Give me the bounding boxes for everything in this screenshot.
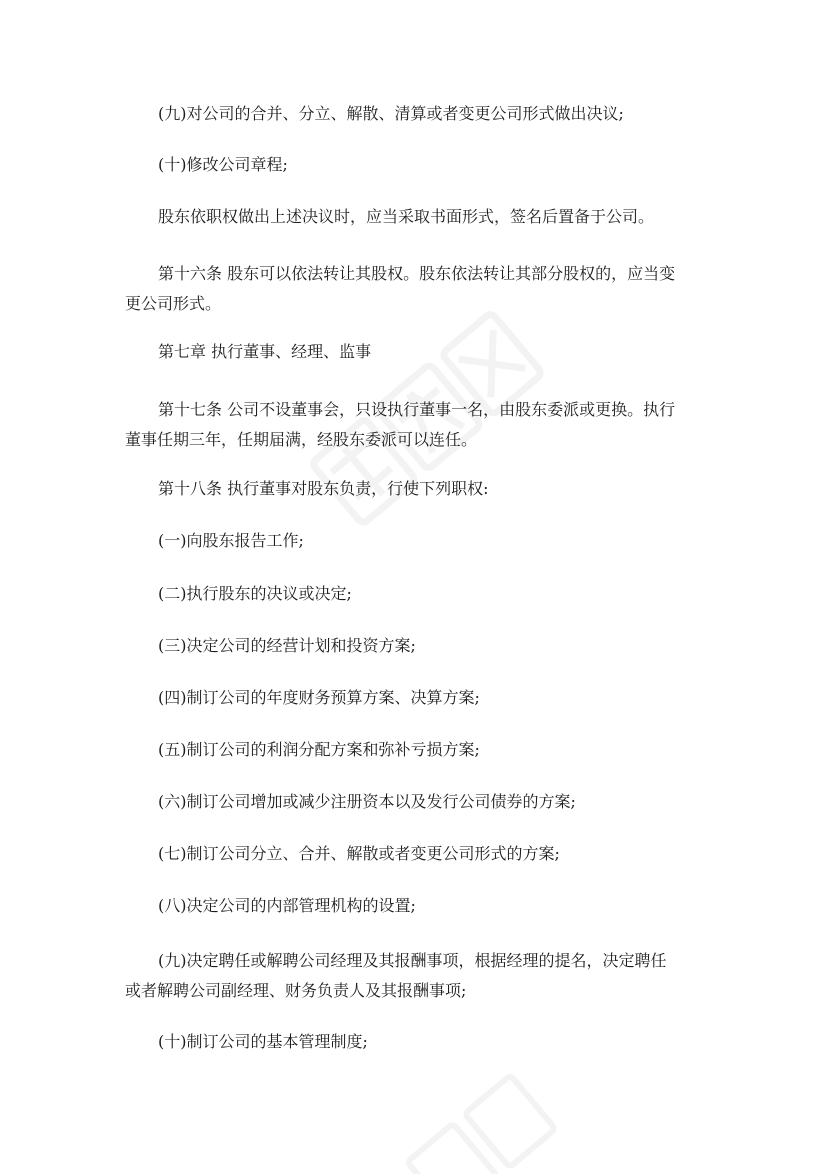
paragraph-line: (十)修改公司章程; xyxy=(158,155,288,174)
chapter-7-heading xyxy=(158,342,371,362)
paragraph-line: (一)向股东报告工作; xyxy=(158,531,304,550)
paragraph-line: 第七章 执行董事、经理、监事 xyxy=(158,342,372,361)
paragraph-item-3 xyxy=(158,636,416,656)
paragraph-line: (九)对公司的合并、分立、解散、清算或者变更公司形式做出决议; xyxy=(158,104,624,123)
paragraph-item-10-management xyxy=(158,1032,368,1052)
paragraph-line: (六)制订公司增加或减少注册资本以及发行公司债券的方案; xyxy=(158,792,576,811)
paragraph-line: 第十八条 执行董事对股东负责，行使下列职权: xyxy=(158,479,489,498)
paragraph-item-1 xyxy=(158,531,304,551)
paragraph-item-7 xyxy=(158,844,560,864)
paragraph-item-10-amend-charter xyxy=(158,155,288,175)
paragraph-item-9-merger xyxy=(158,104,624,124)
paragraph-line: (九)决定聘任或解聘公司经理及其报酬事项，根据经理的提名，决定聘任 xyxy=(158,951,667,970)
paragraph-item-5 xyxy=(158,740,480,760)
paragraph-line: (十)制订公司的基本管理制度; xyxy=(158,1032,368,1051)
paragraph-line: (四)制订公司的年度财务预算方案、决算方案; xyxy=(158,688,480,707)
paragraph-item-8 xyxy=(158,896,416,916)
article-18 xyxy=(158,479,488,499)
paragraph-line: (八)决定公司的内部管理机构的设置; xyxy=(158,896,416,915)
paragraph-line: 第十六条 股东可以依法转让其股权。股东依法转让其部分股权的，应当变 xyxy=(158,264,676,283)
paragraph-line: (二)执行股东的决议或决定; xyxy=(158,584,352,603)
paragraph-item-4 xyxy=(158,688,480,708)
paragraph-line: 董事任期三年，任期届满，经股东委派可以连任。 xyxy=(125,430,478,449)
paragraph-item-9-appointment xyxy=(125,946,667,1006)
paragraph-line: 或者解聘公司副经理、财务负责人及其报酬事项; xyxy=(125,981,467,1000)
paragraph-written-resolution xyxy=(158,207,654,227)
article-16 xyxy=(125,259,676,319)
paragraph-line: (七)制订公司分立、合并、解散或者变更公司形式的方案; xyxy=(158,844,560,863)
paragraph-item-6 xyxy=(158,792,576,812)
paragraph-item-2 xyxy=(158,584,352,604)
paragraph-line: 第十七条 公司不设董事会，只设执行董事一名，由股东委派或更换。执行 xyxy=(158,400,676,419)
article-17 xyxy=(125,395,676,455)
watermark-logo-bottom xyxy=(380,1040,580,1174)
paragraph-line: (五)制订公司的利润分配方案和弥补亏损方案; xyxy=(158,740,480,759)
paragraph-line: 更公司形式。 xyxy=(125,294,222,313)
paragraph-line: (三)决定公司的经营计划和投资方案; xyxy=(158,636,416,655)
paragraph-line: 股东依职权做出上述决议时，应当采取书面形式，签名后置备于公司。 xyxy=(158,207,655,226)
